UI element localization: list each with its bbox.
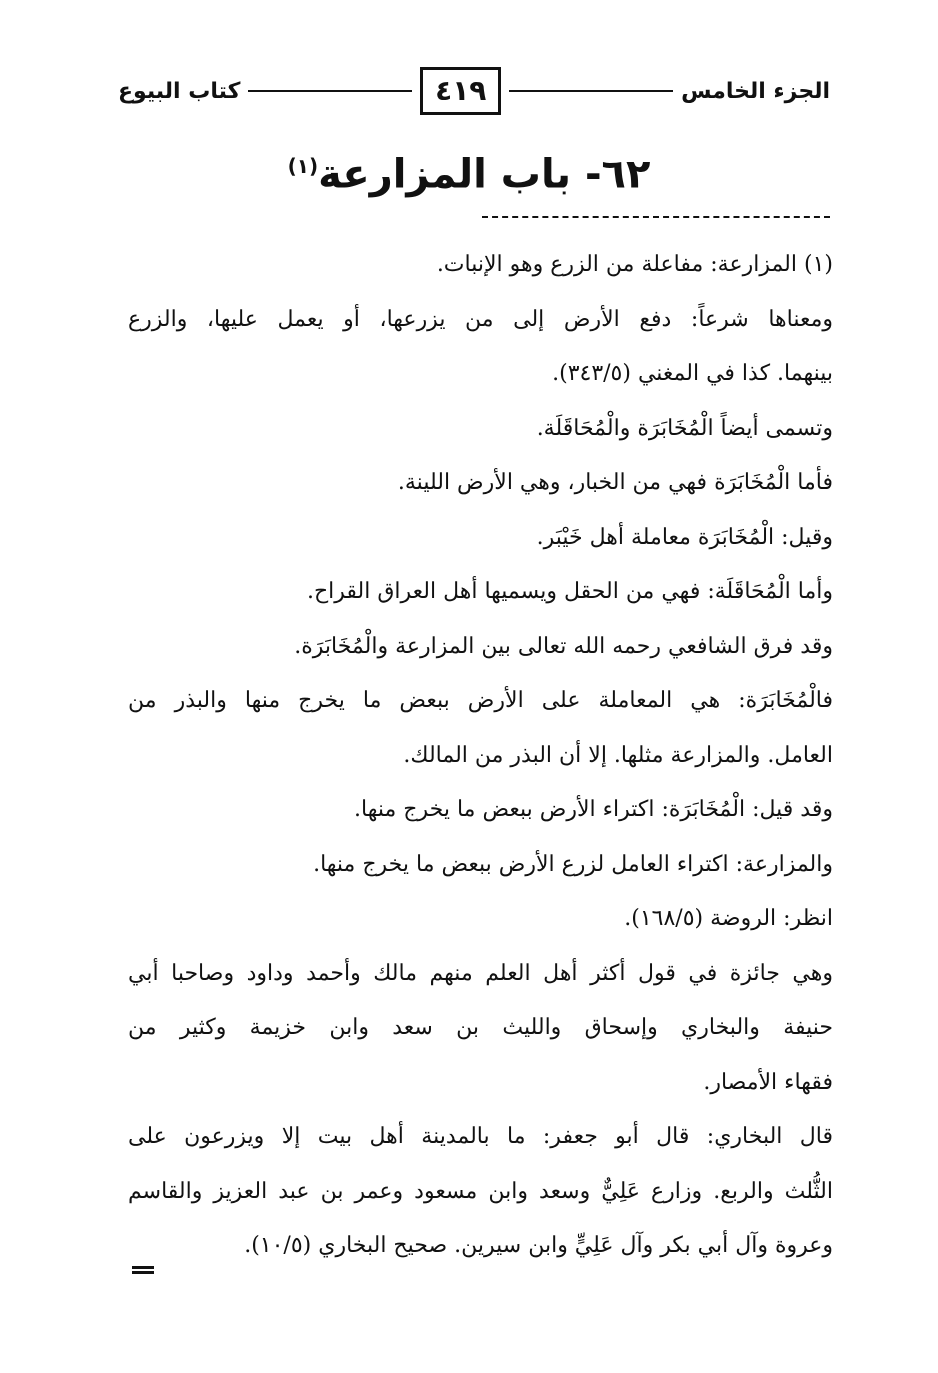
footnote-line: بينهما. كذا في المغني (٣٤٣/٥). xyxy=(552,361,833,386)
footnote-line: فالْمُخَابَرَة: هي المعاملة على الأرض ببعض ما يخرج منها والبذر من xyxy=(128,688,833,713)
footnote-line: العامل. والمزارعة مثلها. إلا أن البذر من المالك. xyxy=(403,742,833,768)
header-rule-left xyxy=(248,90,412,92)
chapter-title xyxy=(0,136,938,204)
header-rule-right xyxy=(509,90,673,92)
footnote-line: فقهاء الأمصار. xyxy=(703,1069,833,1095)
footnote-line: والمزارعة: اكتراء العامل لزرع الأرض ببعض ما يخرج منها. xyxy=(313,851,833,877)
running-header xyxy=(118,64,830,118)
footnote-line: وأما الْمُحَاقَلَة: فهي من الحقل ويسميها أهل العراق القراح. xyxy=(306,579,833,604)
footnote-line: وتسمى أيضاً الْمُخَابَرَة والْمُحَاقَلَة. xyxy=(536,415,833,441)
continuation-mark xyxy=(132,1266,154,1274)
footnote-line: قال البخاري: قال أبو جعفر: ما بالمدينة أهل بيت إلا ويزرعون على xyxy=(128,1124,833,1149)
chapter-title-text: ٦٢- باب المزارعة xyxy=(318,151,651,198)
footnote-line: وهي جائزة في قول أكثر أهل العلم منهم مالك وأحمد وداود وصاحبا أبي xyxy=(128,960,833,986)
header-volume: الجزء الخامس xyxy=(681,78,830,104)
footnote-body xyxy=(128,238,833,1274)
footnote-line: انظر: الروضة (١٦٨/٥). xyxy=(624,906,833,931)
header-book: كتاب البيوع xyxy=(118,78,241,104)
page-number: ٤١٩ xyxy=(420,67,501,115)
footnote-line: الثُّلث والربع. وزارع عَلِيٌّ وسعد وابن مسعود وعمر بن عبد العزيز والقاسم xyxy=(128,1178,833,1204)
footnote-reference: (١) xyxy=(287,154,319,178)
footnote-line: وعروة وآل أبي بكر وآل عَلِيٍّ وابن سيرين. صحيح البخاري (١٠/٥). xyxy=(244,1233,833,1258)
footnote-line: ومعناها شرعاً: دفع الأرض إلى من يزرعها، أو يعمل عليها، والزرع xyxy=(128,306,833,332)
footnote-line: فأما الْمُخَابَرَة فهي من الخبار، وهي الأرض اللينة. xyxy=(397,470,833,495)
footnote-line: وقيل: الْمُخَابَرَة معاملة أهل خَيْبَر. xyxy=(536,524,833,550)
footnote-line: حنيفة والبخاري وإسحاق والليث بن سعد وابن خزيمة وكثير من xyxy=(128,1015,833,1040)
footnote-line: وقد قيل: الْمُخَابَرَة: اكتراء الأرض ببعض ما يخرج منها. xyxy=(354,797,833,822)
footnote-line: وقد فرق الشافعي رحمه الله تعالى بين المزارعة والْمُخَابَرَة. xyxy=(294,633,833,659)
footnote-separator xyxy=(482,216,830,218)
footnote-line: (١) المزارعة: مفاعلة من الزرع وهو الإنبات. xyxy=(436,252,833,277)
